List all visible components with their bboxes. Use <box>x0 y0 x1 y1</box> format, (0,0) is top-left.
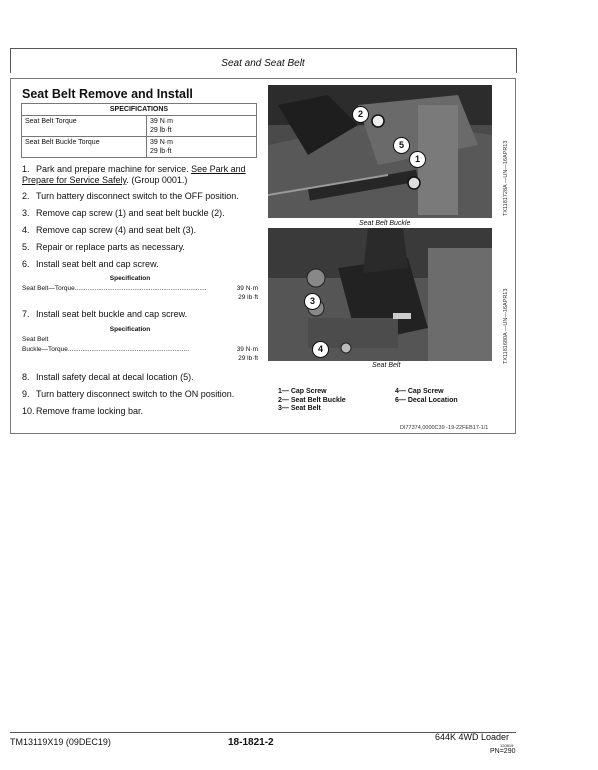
park-prepare-link[interactable]: See Park and Prepare for Service Safely <box>22 164 246 185</box>
section-title: Seat Belt Remove and Install <box>22 87 193 101</box>
list-item: 7. Install seat belt buckle and cap screw. <box>22 309 188 319</box>
legend-item: 3— Seat Belt <box>278 405 321 412</box>
steps-list-b <box>22 309 262 320</box>
spec-a: Seat Belt—Torque......................................................................... 39 N·m <box>22 285 258 292</box>
footer-manual-id: TM13119X19 (09DEC19) <box>10 737 111 747</box>
callout-4: 4 <box>312 341 329 358</box>
list-item: 2. Turn battery disconnect switch to the OFF position. <box>22 191 239 201</box>
header-title: Seat and Seat Belt <box>221 58 305 69</box>
callout-1: 1 <box>409 151 426 168</box>
legend-item: 2— Seat Belt Buckle <box>278 396 346 404</box>
legend-item: 1— Cap Screw <box>278 388 327 395</box>
list-item: 5. Repair or replace parts as necessary. <box>22 242 185 252</box>
spec-value: 39 N·m <box>150 139 173 146</box>
list-item: 1. Park and prepare machine for service. See Park and Prepare for Service Safely. (Group 0001.) <box>22 164 246 185</box>
list-item: 10.Remove frame locking bar. <box>22 406 144 416</box>
spec-item: Seat Belt Torque <box>22 116 147 137</box>
table-row <box>22 137 257 158</box>
figure-caption-belt: Seat Belt <box>372 362 401 369</box>
table-row <box>22 116 257 137</box>
legend-item: 6— Decal Location <box>395 396 458 404</box>
footer-pn: PN=290 <box>490 748 516 755</box>
steps-list-c <box>22 372 262 417</box>
callout-2: 2 <box>352 106 369 123</box>
figure-id-top: TX1181728A —UN—16APR13 <box>503 140 509 216</box>
spec-b-label1: Seat Belt <box>22 336 49 343</box>
footer-small-code: 120819 <box>500 743 514 748</box>
list-item: 3. Remove cap screw (1) and seat belt buckle (2). <box>22 208 225 218</box>
seat-belt-photo <box>268 228 492 361</box>
list-item: 4. Remove cap screw (4) and seat belt (3). <box>22 225 197 235</box>
spec-b-heading: Specification <box>109 326 151 333</box>
figure-legend-right <box>395 388 458 405</box>
spec-value: 29 lb·ft <box>150 148 172 155</box>
header-top-rule <box>10 48 516 49</box>
spec-b: Buckle—Torque................................................................... 39 N·m <box>22 346 258 353</box>
list-item: 6. Install seat belt and cap screw. <box>22 259 159 269</box>
list-item: 8. Install safety decal at decal location (5). <box>22 372 194 382</box>
legend-item: 4— Cap Screw <box>395 388 444 395</box>
spec-value: 29 lb·ft <box>238 294 258 301</box>
callout-3: 3 <box>304 293 321 310</box>
document-reference: DI77374,0000C39 -19-22FEB17-1/1 <box>400 425 489 431</box>
spec-item: Seat Belt Buckle Torque <box>22 137 147 158</box>
spec-value: 29 lb·ft <box>150 127 172 134</box>
steps-list-a <box>22 164 262 270</box>
spec-table-heading: SPECIFICATIONS <box>22 104 257 116</box>
figure-id-bottom: TX1181680A —UN—16APR13 <box>503 288 509 364</box>
callout-5: 5 <box>393 137 410 154</box>
specifications-table <box>21 103 257 158</box>
list-item: 9. Turn battery disconnect switch to the ON position. <box>22 389 235 399</box>
figure-legend-left <box>278 388 346 414</box>
footer-page-number: 18-1821-2 <box>228 737 274 748</box>
figure-caption-buckle: Seat Belt Buckle <box>359 220 411 227</box>
footer-machine: 644K 4WD Loader <box>435 732 510 742</box>
seat-belt-buckle-photo <box>268 85 492 218</box>
header-right-rule <box>516 48 517 73</box>
spec-a-heading: Specification <box>109 275 151 282</box>
spec-value: 29 lb·ft <box>238 355 258 362</box>
spec-value: 39 N·m <box>150 118 173 125</box>
